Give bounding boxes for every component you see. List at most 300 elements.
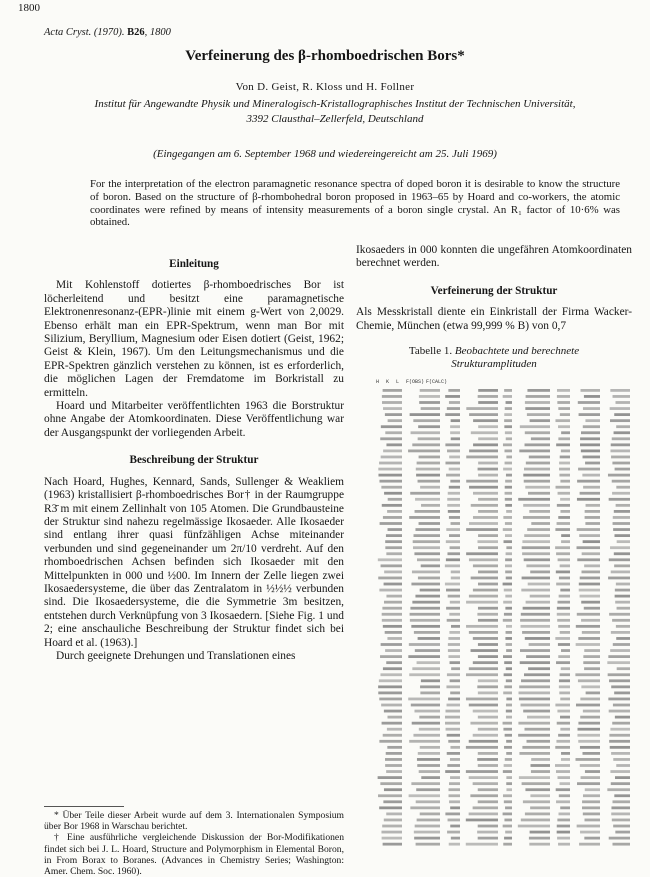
institution [40,97,630,127]
beschreibung-paragraph-2: Durch geeignete Drehungen und Translationen eines [56,649,296,662]
table-cell-texture [579,583,600,586]
paper-title: Verfeinerung des β-rhomboedrischen Bors* [185,48,465,64]
table-cell-texture [520,649,550,652]
table-cell-texture [410,413,440,416]
table-cell-texture [523,516,550,519]
table-cell-texture [583,710,600,713]
table-cell-texture [448,389,460,392]
table-cell-texture [526,395,550,398]
table-cell-texture [557,607,570,610]
table-cell-texture [448,649,460,652]
table-cell-texture [384,788,402,791]
table-cell-texture [506,474,512,477]
abstract: For the interpretation of the electron paramagnetic resonance spectra of doped boron it is desirable to know the structure of boron. Based on the structure of β-rhombohedral boron proposed in 1963–65 by Hoard and co-workers, the atomic coordinates were refined by means of intensity measurements of a boron single crystal. An R₁ factor of 10·6% was obtained. [90,178,620,229]
table-cell-texture [557,395,570,398]
table-cell-texture [610,770,630,773]
table-cell-texture [378,794,402,797]
table-cell-texture [578,740,600,743]
table-cell-texture [421,407,440,410]
table-cell-texture [531,522,550,525]
table-cell-texture [519,752,550,755]
table-cell-texture [506,631,512,634]
table-cell-texture [525,486,550,489]
table-cell-texture [445,564,460,567]
table-cell-texture [579,843,600,846]
table-header-h: H [376,379,380,385]
table-cell-texture [470,722,498,725]
footnote-2: † Eine ausführliche vergleichende Diskussion der Bor-Modifikationen findet sich bei J. L. Hoard, Structure and Polymorphism in Elemental Boron, in From Borax to Boranes. (Advances in Chemistry Series; Washington: Amer. Chem. Soc. 1960). [44,832,344,877]
table-cell-texture [616,583,630,586]
table-cell-texture [379,740,402,743]
einleitung-paragraph-1: Mit Kohlenstoff dotiertes β-rhomboedrisches Bor ist löcherleitend und besitzt eine paramagnetische Elektronenresonanz-(EPR-)linie mit einem g-Wert von 2,0029. Ebenso erhält man ein EPR-Spektrum, wenn man Bor mit Silizium, Beryllium, Magnesium oder Eisen dotiert (Geist, 1962; Geist & Klein, 1967). Um den Leitungsmechanismus und die EPR-Spektren gänzlich verstehen zu können, ist es erforderlich, die möglichen Lagen der Fremdatome im Borkristall zu ermitteln. [44,279,344,399]
table-cell-texture [478,788,498,791]
table-cell-texture [524,558,550,561]
table-cell-texture [557,825,570,828]
table-cell-texture [506,437,512,440]
table-cell-texture [413,734,440,737]
table-cell-texture [612,437,630,440]
table-cell-texture [584,649,600,652]
table-cell-texture [555,528,570,531]
table-cell-texture [379,462,402,465]
table-cell-texture [522,540,550,543]
table-caption [356,345,632,371]
table-cell-texture [409,794,440,797]
table-cell-texture [387,716,402,719]
table-cell-texture [583,486,600,489]
received-date: (Eingegangen am 6. September 1968 und wiedereingereicht am 25. Juli 1969) [153,148,497,160]
table-cell-texture [413,546,440,549]
table-cell-texture [451,667,460,670]
table-cell-texture [449,843,460,846]
table-cell-texture [584,837,600,840]
table-cell-texture [469,776,498,779]
table-cell-texture [473,516,498,519]
table-cell-texture [520,425,550,428]
table-cell-texture [385,413,402,416]
table-cell-texture [388,528,402,531]
table-cell-texture [613,528,630,531]
table-cell-texture [447,504,460,507]
table-cell-texture [617,667,630,670]
table-cell-texture [611,806,630,809]
table-cell-texture [411,782,440,785]
table-cell-texture [505,831,512,834]
table-cell-texture [506,704,512,707]
table-cell-texture [528,583,550,586]
table-cell-texture [448,492,460,495]
table-cell-texture [519,692,550,695]
table-cell-texture [518,722,550,725]
table-cell-texture [421,504,440,507]
table-cell-texture [410,613,440,616]
table-cell-texture [473,589,498,592]
table-cell-texture [556,770,570,773]
table-cell-texture [558,516,570,519]
table-cell-texture [446,685,460,688]
table-cell-texture [378,474,402,477]
table-cell-texture [585,522,600,525]
table-cell-texture [478,468,498,471]
table-cell-texture [609,558,630,561]
table-cell-texture [466,601,498,604]
table-cell-texture [416,800,440,803]
table-cell-texture [478,825,498,828]
table-cell-texture [583,407,600,410]
table-cell-texture [556,571,570,574]
table-cell-texture [450,746,460,749]
table-cell-texture [612,843,630,846]
table-cell-texture [379,480,402,483]
table-cell-texture [503,728,512,731]
table-cell-texture [466,528,498,531]
table-cell-texture [466,746,498,749]
table-cell-texture [557,613,570,616]
table-cell-texture [560,456,570,459]
table-cell-texture [417,764,440,767]
table-cell-texture [613,522,630,525]
table-cell-texture [477,758,498,761]
table-cell-texture [617,540,630,543]
table-cell-texture [557,776,570,779]
table-cell-texture [470,794,498,797]
table-cell-texture [381,704,402,707]
table-cell-texture [578,637,600,640]
table-cell-texture [504,837,512,840]
page-number: 1800 [18,2,40,14]
table-cell-texture [504,764,512,767]
table-cell-texture [609,710,630,713]
table-cell-texture [448,655,460,658]
footnotes [44,810,344,877]
table-cell-texture [521,819,550,822]
table-cell-texture [504,673,512,676]
table-cell-texture [477,540,498,543]
table-cell-texture [503,825,512,828]
table-cell-texture [559,577,570,580]
table-cell-texture [505,607,512,610]
table-cell-texture [384,601,402,604]
journal-name: Acta Cryst. [44,27,92,38]
table-cell-texture [523,607,550,610]
table-cell-texture [578,401,600,404]
table-cell-texture [555,764,570,767]
table-cell-texture [577,546,600,549]
table-cell-texture [505,504,512,507]
table-cell-texture [614,413,630,416]
table-cell-texture [581,389,600,392]
authors: Von D. Geist, R. Kloss und H. Follner [235,81,415,93]
table-cell-texture [560,698,570,701]
table-cell-texture [503,692,512,695]
table-cell-texture [382,613,402,616]
table-cell-texture [581,450,600,453]
table-cell-texture [616,425,630,428]
table-cell-texture [478,425,498,428]
table-cell-texture [478,752,498,755]
heading-verfeinerung: Verfeinerung der Struktur [430,284,558,297]
table-cell-texture [580,492,600,495]
table-cell-texture [580,764,600,767]
table-cell-texture [506,577,512,580]
table-cell-texture [524,468,550,471]
table-cell-texture [447,619,460,622]
table-cell-texture [611,631,630,634]
table-cell-texture [414,552,440,555]
table-cell-texture [417,558,440,561]
table-cell-texture [450,425,460,428]
table-cell-texture [411,583,440,586]
table-cell-texture [611,782,630,785]
table-cell-texture [418,480,440,483]
table-cell-texture [611,752,630,755]
table-cell-texture [469,813,498,816]
table-cell-texture [417,661,440,664]
table-cell-texture [613,758,630,761]
table-cell-texture [478,607,498,610]
table-cell-texture [583,661,600,664]
table-cell-texture [450,776,460,779]
table-cell-texture [504,419,512,422]
table-cell-texture [421,564,440,567]
table-cell-texture [613,704,630,707]
table-cell-texture [503,843,512,846]
table-cell-texture [611,571,630,574]
table-cell-texture [581,431,600,434]
table-cell-texture [557,601,570,604]
table-cell-texture [388,419,402,422]
table-cell-texture [385,546,402,549]
table-cell-texture [408,450,440,453]
table-cell-texture [560,728,570,731]
table-cell-texture [610,728,630,731]
table-cell-texture [557,401,570,404]
table-cell-texture [383,625,402,628]
table-cell-texture [576,625,600,628]
table-cell-texture [558,625,570,628]
table-cell-texture [471,431,498,434]
table-cell-texture [410,619,440,622]
table-cell-texture [580,437,600,440]
table-cell-texture [583,813,600,816]
table-cell-texture [478,583,498,586]
table-cell-texture [584,667,600,670]
table-cell-texture [561,534,570,537]
table-cell-texture [503,794,512,797]
heading-beschreibung: Beschreibung der Struktur [129,454,259,467]
table-cell-texture [378,776,402,779]
table-cell-texture [384,583,402,586]
table-cell-texture [614,794,630,797]
table-cell-texture [503,528,512,531]
table-cell-texture [612,819,630,822]
table-cell-texture [505,806,512,809]
table-cell-texture [386,752,402,755]
table-cell-texture [469,595,498,598]
table-cell-texture [555,704,570,707]
table-cell-texture [522,546,550,549]
table-cell-texture [382,825,402,828]
table-cell-texture [519,685,550,688]
table-cell-texture [616,764,630,767]
table-cell-texture [447,831,460,834]
table-cell-texture [386,813,402,816]
table-cell-texture [478,498,498,501]
table-cell-texture [523,710,550,713]
table-cell-texture [559,685,570,688]
structure-amplitude-table [374,378,632,850]
table-cell-texture [449,516,460,519]
table-cell-texture [409,516,440,519]
table-cell-texture [416,843,440,846]
table-cell-texture [612,619,630,622]
table-cell-texture [558,407,570,410]
table-cell-texture [445,716,460,719]
table-cell-texture [616,486,630,489]
table-cell-texture [524,480,550,483]
table-cell-texture [478,643,498,646]
table-cell-texture [560,510,570,513]
table-cell-texture [469,704,498,707]
table-cell-texture [503,813,512,816]
table-cell-texture [580,831,600,834]
table-cell-texture [506,698,512,701]
table-cell-texture [471,649,498,652]
table-cell-texture [384,819,402,822]
table-cell-texture [581,601,600,604]
table-cell-texture [478,546,498,549]
table-cell-texture [556,443,570,446]
table-cell-texture [557,389,570,392]
table-cell-texture [383,450,402,453]
table-cell-texture [445,770,460,773]
table-cell-texture [585,770,600,773]
table-caption-label: Tabelle 1. [408,345,453,358]
table-cell-texture [504,819,512,822]
table-cell-texture [379,679,402,682]
table-cell-texture [449,631,460,634]
table-cell-texture [612,722,630,725]
table-cell-texture [445,413,460,416]
table-cell-texture [382,395,402,398]
table-cell-texture [609,613,630,616]
table-cell-texture [561,540,570,543]
table-cell-texture [528,667,550,670]
table-cell-texture [411,704,440,707]
table-cell-texture [380,673,402,676]
table-cell-texture [450,825,460,828]
table-cell-texture [610,649,630,652]
table-cell-texture [582,571,600,574]
table-cell-texture [556,800,570,803]
beschreibung-paragraph-1: Nach Hoard, Hughes, Kennard, Sands, Sullenger & Weakliem (1963) kristallisiert β-rhomboedrisches Bor† in der Raumgruppe R3̄ m mit einem Zellinhalt von 105 Atomen. Die Grundbausteine der Struktur sind nahezu regelmässige Ikosaeder. Alle Ikosaeder sind entlang ihrer quasi fünfzähligen Achse miteinander verbunden und sind gegeneinander um 2π/10 verdreht. Auf den rhomboedrischen Achsen befinden sich Ikosaeder mit den Mittelpunkten in 000 und ½00. Im Innern der Zelle liegen zwei Ikosaedersysteme, die über das Zentralatom in ½½½ verbunden sind. Die Ikosaedersysteme, die die Symmetrie 3m besitzen, entstehen durch Verknüpfung von 3 Ikosaedern. [Siehe Fig. 1 und 2; eine anschauliche Beschreibung der Struktur findet sich bei Hoard et al. (1963).] [44,475,344,649]
table-cell-texture [558,558,570,561]
table-cell-texture [448,595,460,598]
table-cell-texture [473,564,498,567]
table-cell-texture [448,740,460,743]
table-cell-texture [469,413,498,416]
table-cell-texture [520,619,550,622]
table-cell-texture [585,510,600,513]
table-cell-texture [582,800,600,803]
table-cell-texture [506,546,512,549]
table-cell-texture [608,474,630,477]
table-cell-texture [420,813,440,816]
table-cell-texture [414,831,440,834]
journal-page: , 1800 [144,27,171,38]
table-cell-texture [478,462,498,465]
table-cell-texture [522,782,550,785]
table-header-fobs: F(OBS) [406,379,425,385]
table-cell-texture [384,571,402,574]
table-cell-texture [419,456,440,459]
table-cell-texture [471,504,498,507]
table-cell-texture [557,837,570,840]
table-cell-texture [612,462,630,465]
table-cell-texture [612,800,630,803]
table-header-l: L [396,379,400,385]
table-cell-texture [523,800,550,803]
table-cell-texture [505,564,512,567]
table-cell-texture [418,437,440,440]
table-cell-texture [506,788,512,791]
table-cell-texture [466,843,498,846]
table-cell-texture [506,716,512,719]
table-cell-texture [386,595,402,598]
table-cell-texture [473,637,498,640]
table-cell-texture [615,601,630,604]
table-cell-texture [575,673,600,676]
table-cell-texture [412,443,440,446]
table-cell-texture [414,837,440,840]
table-cell-texture [506,401,512,404]
table-cell-texture [615,716,630,719]
table-cell-texture [530,831,550,834]
table-cell-texture [382,722,402,725]
table-cell-texture [419,716,440,719]
table-cell-texture [445,583,460,586]
table-cell-texture [383,389,402,392]
table-cell-texture [420,589,440,592]
table-cell-texture [577,734,600,737]
table-cell-texture [446,607,460,610]
table-cell-texture [613,825,630,828]
table-cell-texture [414,534,440,537]
table-cell-texture [557,819,570,822]
table-cell-texture [558,425,570,428]
table-cell-texture [466,819,498,822]
table-cell-texture [450,480,460,483]
table-cell-texture [451,419,460,422]
table-cell-texture [378,685,402,688]
table-cell-texture [417,462,440,465]
table-cell-texture [615,589,630,592]
table-cell-texture [612,480,630,483]
table-cell-texture [503,655,512,658]
table-cell-texture [580,443,600,446]
table-cell-texture [417,819,440,822]
table-cell-texture [556,788,570,791]
table-cell-texture [445,395,460,398]
table-cell-texture [503,601,512,604]
table-cell-texture [477,613,498,616]
table-cell-texture [504,589,512,592]
table-cell-texture [419,770,440,773]
table-cell-texture [450,431,460,434]
table-cell-texture [578,468,600,471]
table-cell-texture [449,782,460,785]
table-cell-texture [555,746,570,749]
